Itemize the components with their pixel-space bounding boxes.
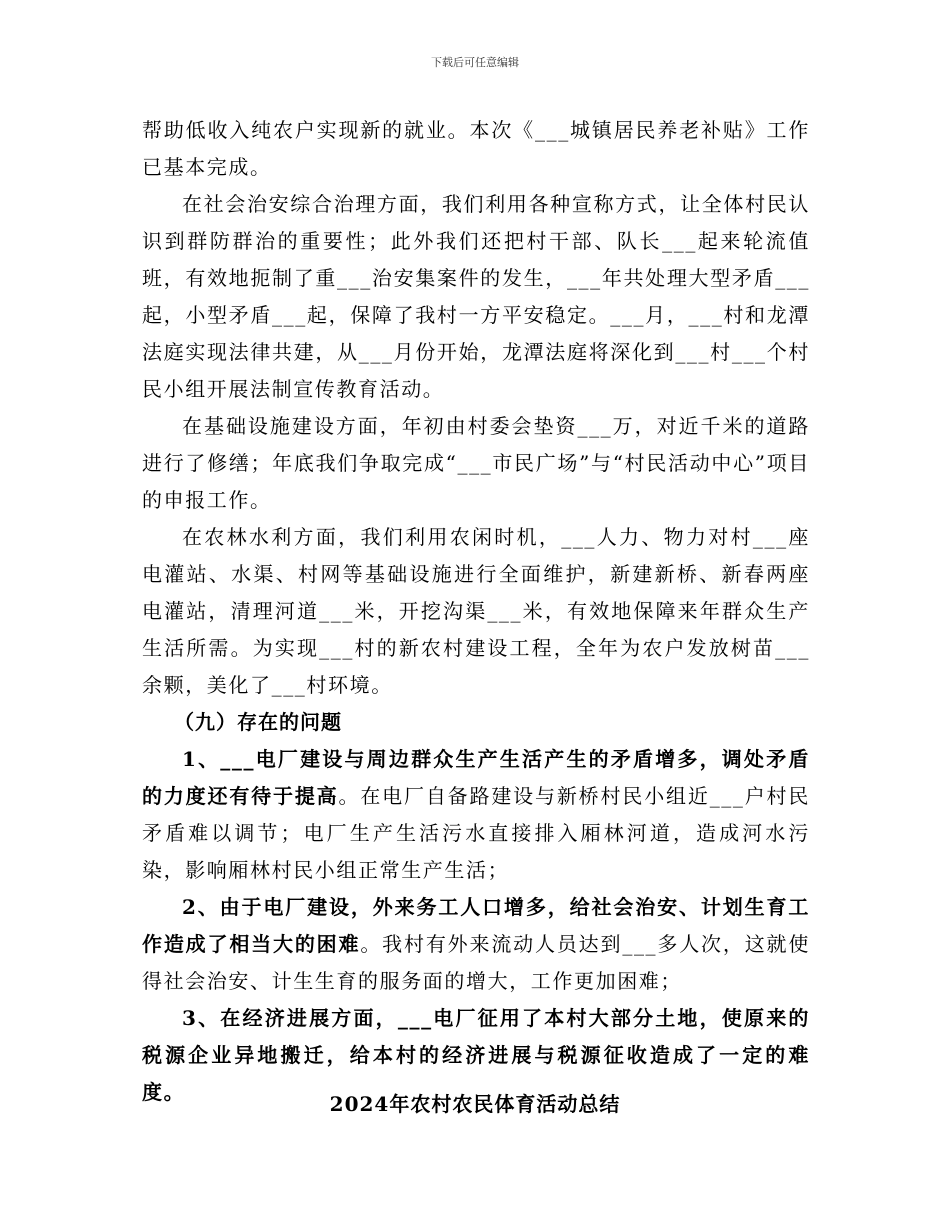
next-document-title: 2024年农村农民体育活动总结 [329,1092,621,1116]
paragraph-employment: 帮助低收入纯农户实现新的就业。本次《___城镇居民养老补贴》工作已基本完成。 [142,118,810,179]
issue-2-detail-text: 。我村有外来流动人员达到___多人次，这就使得社会治安、计生生育的服务面的增大，工作更加困难； [142,932,810,993]
paragraph-infrastructure: 在基础设施建设方面，年初由村委会垫资___万，对近千米的道路进行了修缮；年底我们争取完成“___市民广场”与“村民活动中心”项目的申报工作。 [142,414,810,512]
issue-1-bold-text: 1、___电厂建设与周边群众生产生活产生的矛盾增多，调处矛盾的力度还有待于提高 [142,747,810,808]
issue-item-2 [142,889,810,1000]
page-header-note: 下载后可任意编辑 [431,56,519,69]
section-heading-issues: （九）存在的问题 [174,710,342,734]
issue-2-bold-text: 2、由于电厂建设，外来务工人口增多，给社会治安、计划生育工作造成了相当大的困难 [142,895,810,956]
issue-1-detail-text: 。在电厂自备路建设与新桥村民小组近___户村民矛盾难以调节；电厂生产生活污水直接排入厢林河道，造成河水污染，影响厢林村民小组正常生产生活； [142,784,810,882]
issue-3-bold-text: 3、在经济进展方面，___电厂征用了本村大部分土地，使原来的税源企业异地搬迁，给本村的经济进展与税源征收造成了一定的难度。 [142,1006,810,1104]
document-body [142,112,810,1111]
paragraph-water-conservancy: 在农林水利方面，我们利用农闲时机，___人力、物力对村___座电灌站、水渠、村网等基础设施进行全面维护，新建新桥、新春两座电灌站，清理河道___米，开挖沟渠___米，有效地保障来年群众生产生活所需。为实现___村的新农村建设工程，全年为农户发放树苗___余颗，美化了___村环境。 [142,525,810,697]
issue-item-1 [142,741,810,889]
paragraph-public-security: 在社会治安综合治理方面，我们利用各种宣称方式，让全体村民认识到群防群治的重要性；此外我们还把村干部、队长___起来轮流值班，有效地扼制了重___治安集案件的发生，___年共处理大型矛盾___起，小型矛盾___起，保障了我村一方平安稳定。___月，___村和龙潭法庭实现法律共建，从___月份开始，龙潭法庭将深化到___村___个村民小组开展法制宣传教育活动。 [142,192,810,401]
